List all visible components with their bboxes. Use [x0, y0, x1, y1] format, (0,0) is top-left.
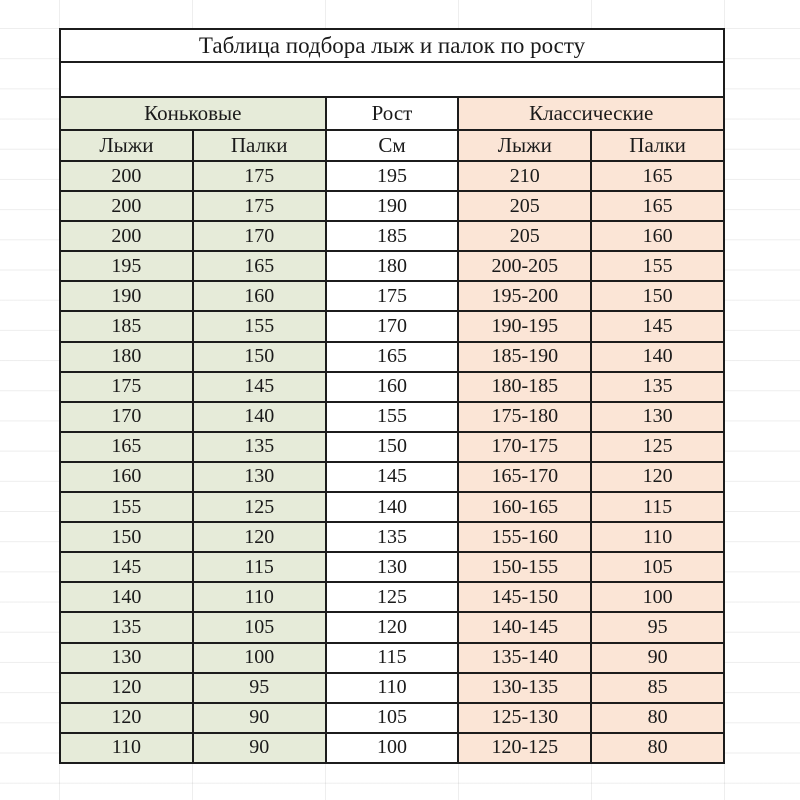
table-row — [60, 311, 724, 341]
cell: 160 — [60, 462, 193, 492]
cell: 100 — [591, 582, 724, 612]
cell: 115 — [326, 643, 459, 673]
table-row — [60, 191, 724, 221]
cell: 110 — [60, 733, 193, 763]
table-row — [60, 522, 724, 552]
cell: 135-140 — [458, 643, 591, 673]
cell: 145 — [591, 311, 724, 341]
cell: 180-185 — [458, 372, 591, 402]
cell: 130 — [326, 552, 459, 582]
spacer-cell — [60, 62, 724, 97]
cell: 210 — [458, 161, 591, 191]
cell: 150 — [60, 522, 193, 552]
cell: 155-160 — [458, 522, 591, 552]
cell: 110 — [193, 582, 326, 612]
cell: 110 — [326, 673, 459, 703]
group-header-row — [60, 97, 724, 130]
column-header-height-cm: См — [326, 130, 459, 161]
cell: 155 — [60, 492, 193, 522]
cell: 160 — [193, 281, 326, 311]
cell: 145 — [326, 462, 459, 492]
table-row — [60, 673, 724, 703]
cell: 125-130 — [458, 703, 591, 733]
cell: 205 — [458, 221, 591, 251]
cell: 165-170 — [458, 462, 591, 492]
table-row — [60, 432, 724, 462]
cell: 105 — [193, 612, 326, 642]
cell: 160-165 — [458, 492, 591, 522]
column-header-row — [60, 130, 724, 161]
cell: 95 — [193, 673, 326, 703]
cell: 170 — [326, 311, 459, 341]
cell: 140 — [193, 402, 326, 432]
ski-size-table — [59, 28, 725, 764]
cell: 195 — [60, 251, 193, 281]
cell: 140 — [591, 342, 724, 372]
table-row — [60, 582, 724, 612]
cell: 165 — [591, 161, 724, 191]
table-row — [60, 612, 724, 642]
table-row — [60, 733, 724, 763]
cell: 155 — [193, 311, 326, 341]
cell: 110 — [591, 522, 724, 552]
cell: 160 — [591, 221, 724, 251]
cell: 190 — [326, 191, 459, 221]
cell: 200 — [60, 221, 193, 251]
cell: 175 — [193, 161, 326, 191]
table-title: Таблица подбора лыж и палок по росту — [60, 29, 724, 62]
cell: 175 — [326, 281, 459, 311]
cell: 80 — [591, 703, 724, 733]
cell: 170 — [193, 221, 326, 251]
table-row — [60, 552, 724, 582]
cell: 200 — [60, 191, 193, 221]
cell: 175-180 — [458, 402, 591, 432]
cell: 90 — [193, 703, 326, 733]
cell: 185-190 — [458, 342, 591, 372]
cell: 105 — [591, 552, 724, 582]
cell: 140-145 — [458, 612, 591, 642]
group-header-classic: Классические — [458, 97, 724, 130]
cell: 135 — [326, 522, 459, 552]
cell: 170 — [60, 402, 193, 432]
cell: 145 — [193, 372, 326, 402]
cell: 95 — [591, 612, 724, 642]
cell: 155 — [326, 402, 459, 432]
cell: 105 — [326, 703, 459, 733]
cell: 125 — [591, 432, 724, 462]
cell: 130 — [193, 462, 326, 492]
cell: 90 — [591, 643, 724, 673]
cell: 125 — [326, 582, 459, 612]
cell: 165 — [60, 432, 193, 462]
table-row — [60, 221, 724, 251]
cell: 120 — [193, 522, 326, 552]
column-header-skate-poles: Палки — [193, 130, 326, 161]
cell: 145-150 — [458, 582, 591, 612]
cell: 125 — [193, 492, 326, 522]
table-row — [60, 492, 724, 522]
cell: 165 — [591, 191, 724, 221]
cell: 90 — [193, 733, 326, 763]
cell: 180 — [326, 251, 459, 281]
table-row — [60, 281, 724, 311]
cell: 80 — [591, 733, 724, 763]
cell: 150 — [591, 281, 724, 311]
group-header-height: Рост — [326, 97, 459, 130]
title-row — [60, 29, 724, 62]
cell: 120 — [60, 703, 193, 733]
cell: 135 — [60, 612, 193, 642]
table-row — [60, 161, 724, 191]
group-header-skate: Коньковые — [60, 97, 326, 130]
cell: 185 — [326, 221, 459, 251]
cell: 150 — [326, 432, 459, 462]
cell: 140 — [60, 582, 193, 612]
cell: 145 — [60, 552, 193, 582]
cell: 165 — [326, 342, 459, 372]
cell: 120 — [591, 462, 724, 492]
table-row — [60, 643, 724, 673]
cell: 130 — [60, 643, 193, 673]
cell: 120-125 — [458, 733, 591, 763]
cell: 190 — [60, 281, 193, 311]
cell: 205 — [458, 191, 591, 221]
cell: 160 — [326, 372, 459, 402]
column-header-classic-poles: Палки — [591, 130, 724, 161]
table-row — [60, 462, 724, 492]
cell: 100 — [326, 733, 459, 763]
cell: 170-175 — [458, 432, 591, 462]
cell: 195 — [326, 161, 459, 191]
cell: 100 — [193, 643, 326, 673]
table-row — [60, 251, 724, 281]
table-row — [60, 372, 724, 402]
cell: 175 — [60, 372, 193, 402]
table-body — [60, 161, 724, 763]
table-row — [60, 342, 724, 372]
table-row — [60, 402, 724, 432]
cell: 135 — [193, 432, 326, 462]
cell: 180 — [60, 342, 193, 372]
cell: 115 — [193, 552, 326, 582]
cell: 85 — [591, 673, 724, 703]
table-row — [60, 703, 724, 733]
cell: 140 — [326, 492, 459, 522]
cell: 200-205 — [458, 251, 591, 281]
cell: 130 — [591, 402, 724, 432]
cell: 150 — [193, 342, 326, 372]
cell: 195-200 — [458, 281, 591, 311]
cell: 130-135 — [458, 673, 591, 703]
cell: 120 — [326, 612, 459, 642]
cell: 150-155 — [458, 552, 591, 582]
cell: 115 — [591, 492, 724, 522]
cell: 185 — [60, 311, 193, 341]
cell: 200 — [60, 161, 193, 191]
cell: 190-195 — [458, 311, 591, 341]
cell: 155 — [591, 251, 724, 281]
column-header-classic-skis: Лыжи — [458, 130, 591, 161]
cell: 175 — [193, 191, 326, 221]
cell: 165 — [193, 251, 326, 281]
cell: 120 — [60, 673, 193, 703]
column-header-skate-skis: Лыжи — [60, 130, 193, 161]
spacer-row — [60, 62, 724, 97]
cell: 135 — [591, 372, 724, 402]
